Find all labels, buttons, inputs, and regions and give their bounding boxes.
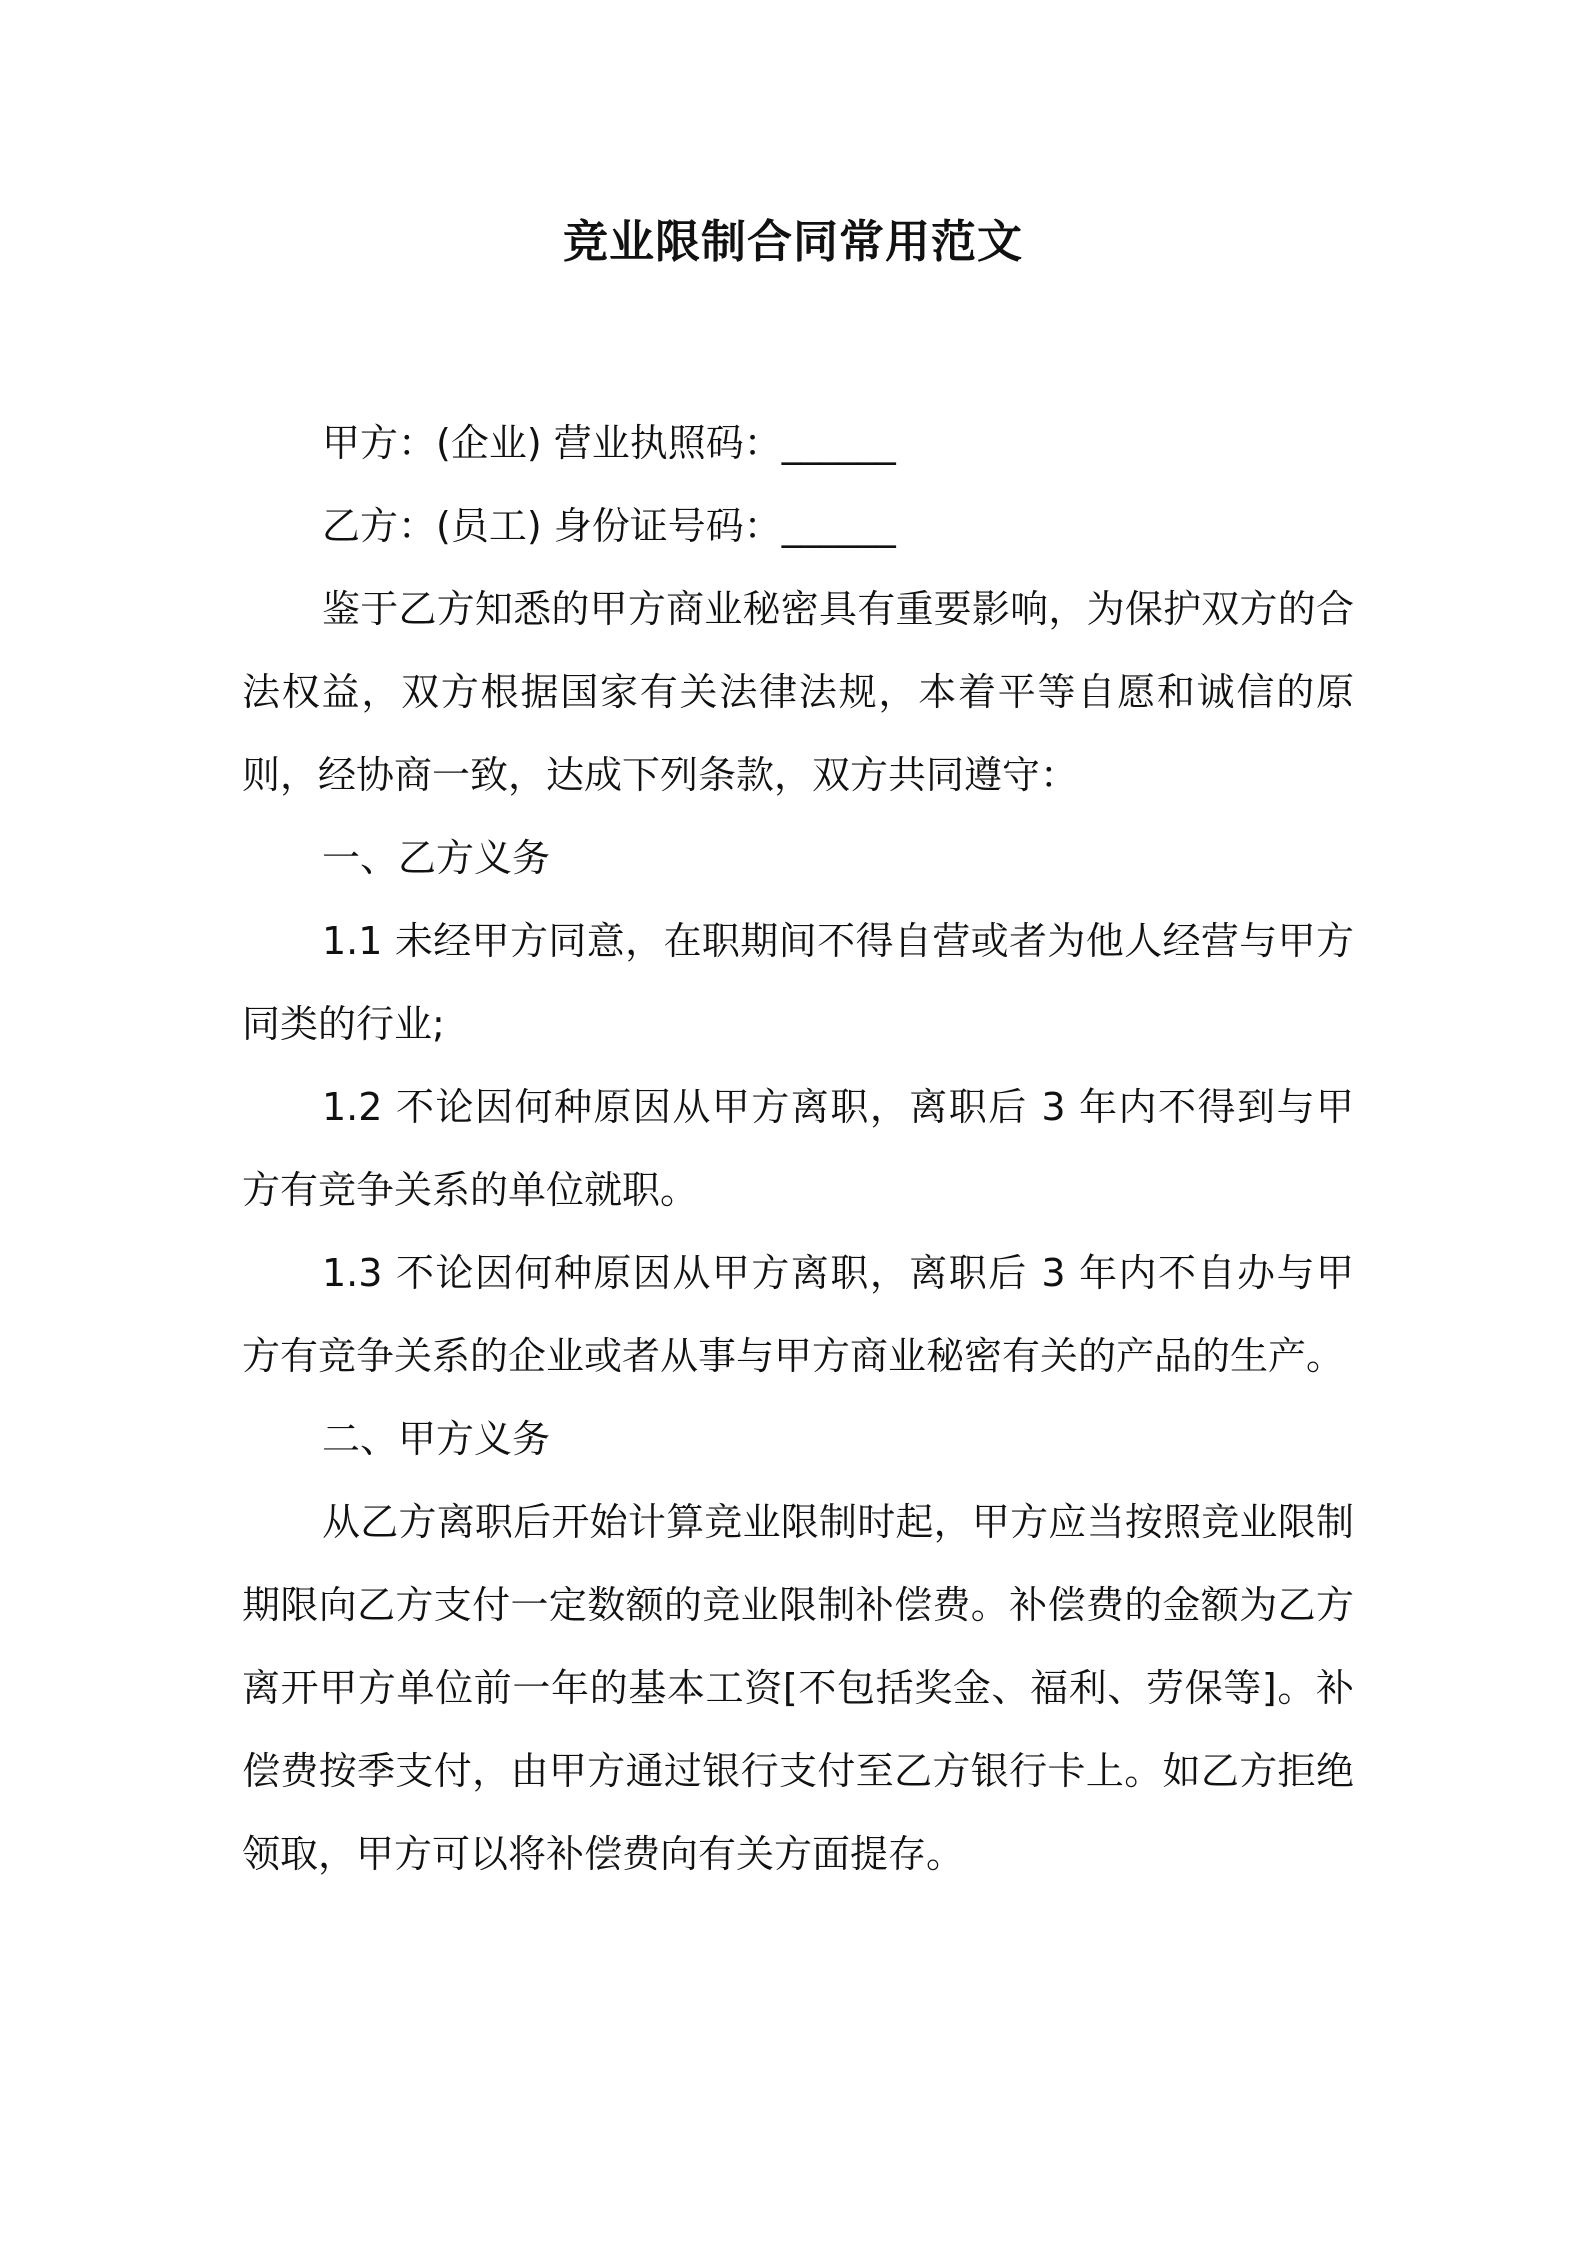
party-b-line: 乙方：(员工) 身份证号码：______ xyxy=(322,504,896,548)
preamble-paragraph: 鉴于乙方知悉的甲方商业秘密具有重要影响，为保护双方的合法权益，双方根据国家有关法律法规，本着平等自愿和诚信的原则，经协商一致，达成下列条款，双方共同遵守： xyxy=(242,587,1354,797)
clause-1-2: 1.2 不论因何种原因从甲方离职，离职后 3 年内不得到与甲方有竞争关系的单位就职。 xyxy=(242,1085,1354,1212)
section-1-heading: 一、乙方义务 xyxy=(322,836,551,880)
section-2-heading: 二、甲方义务 xyxy=(322,1417,551,1461)
document-title: 竞业限制合同常用范文 xyxy=(562,215,1023,268)
clause-1-1: 1.1 未经甲方同意，在职期间不得自营或者为他人经营与甲方同类的行业; xyxy=(242,919,1354,1046)
party-a-line: 甲方：(企业) 营业执照码：______ xyxy=(322,421,896,465)
section-2-paragraph: 从乙方离职后开始计算竞业限制时起，甲方应当按照竞业限制期限向乙方支付一定数额的竞业限制补偿费。补偿费的金额为乙方离开甲方单位前一年的基本工资[不包括奖金、福利、劳保等]。补偿费按季支付，由甲方通过银行支付至乙方银行卡上。如乙方拒绝领取，甲方可以将补偿费向有关方面提存。 xyxy=(242,1500,1354,1876)
clause-1-3: 1.3 不论因何种原因从甲方离职，离职后 3 年内不自办与甲方有竞争关系的企业或者从事与甲方商业秘密有关的产品的生产。 xyxy=(242,1251,1354,1378)
document-body xyxy=(242,402,1354,1896)
